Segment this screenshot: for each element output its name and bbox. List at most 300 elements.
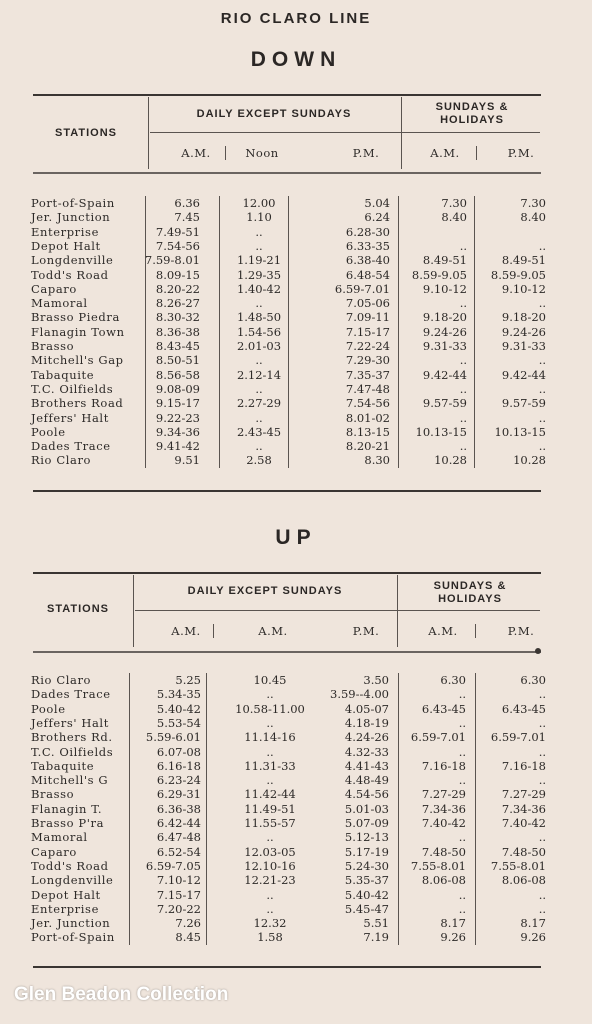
down-top-rule: [33, 94, 541, 96]
table-row: [0, 859, 592, 873]
time-cell: 9.15-17: [155, 396, 200, 411]
time-cell: 7.20-22: [156, 901, 201, 916]
table-row: [0, 325, 592, 339]
time-cell: 9.41-42: [155, 439, 200, 454]
time-cell: 9.26: [440, 930, 466, 945]
time-cell: ..: [266, 830, 274, 845]
time-cell: 6.42-44: [156, 816, 201, 830]
up-top-rule: [33, 572, 541, 574]
up-daily-label: DAILY EXCEPT SUNDAYS: [187, 585, 343, 597]
time-cell: 6.48-54: [345, 267, 390, 282]
time-cell: ..: [458, 715, 466, 730]
time-cell: 9.22-23: [155, 410, 200, 425]
up-col-am-2: A.M.: [258, 624, 288, 638]
time-cell: 6.38-40: [345, 253, 390, 268]
station-name: Poole: [31, 424, 66, 439]
time-cell: 9.34-36: [155, 424, 200, 439]
time-cell: 8.01-02: [345, 410, 390, 425]
time-cell: 7.49-51: [155, 224, 200, 239]
down-header-bottom-rule: [33, 172, 541, 174]
time-cell: 9.18-20: [422, 310, 467, 325]
table-row: [0, 759, 592, 773]
time-cell: ..: [266, 901, 274, 916]
time-cell: 8.26-27: [155, 296, 200, 311]
table-row: [0, 802, 592, 816]
time-cell: 8.49-51: [422, 253, 467, 268]
time-cell: 5.59-6.01: [145, 730, 201, 745]
station-name: T.C. Oilfields: [31, 381, 114, 396]
time-cell: 9.18-20: [501, 310, 546, 325]
time-cell: 8.56-58: [155, 367, 200, 382]
time-cell: 1.29-35: [236, 267, 282, 282]
time-cell: ..: [459, 353, 467, 368]
up-bottom-rule: [33, 966, 541, 968]
table-row: [0, 210, 592, 224]
time-cell: 8.06-08: [501, 873, 546, 888]
collection-watermark: Glen Beadon Collection: [14, 984, 229, 1005]
time-cell: 7.27-29: [421, 787, 466, 802]
up-col-pm: P.M.: [352, 624, 380, 638]
station-name: Port-of-Spain: [31, 930, 115, 945]
time-cell: 12.03-05: [244, 844, 296, 859]
time-cell: 8.36-38: [155, 324, 200, 339]
time-cell: 7.15-17: [345, 324, 390, 339]
time-cell: 2.01-03: [236, 339, 282, 353]
time-cell: 9.24-26: [501, 324, 546, 339]
time-cell: 5.12-13: [344, 830, 389, 845]
station-name: Longdenville: [31, 873, 114, 888]
station-name: Flanagin T.: [31, 801, 103, 816]
time-cell: 8.40: [441, 210, 467, 225]
station-name: Jeffers' Halt: [31, 715, 109, 730]
time-cell: ..: [255, 224, 263, 239]
station-name: Jer. Junction: [31, 210, 111, 225]
time-cell: 6.43-45: [421, 701, 466, 716]
up-stations-label: STATIONS: [47, 603, 109, 615]
time-cell: ..: [538, 353, 546, 368]
time-cell: 6.52-54: [156, 844, 201, 859]
time-cell: 7.22-24: [345, 339, 390, 353]
table-row: [0, 225, 592, 239]
time-cell: 5.04: [364, 196, 390, 210]
time-cell: ..: [538, 744, 546, 759]
station-name: Rio Claro: [31, 673, 92, 687]
station-name: Todd's Road: [31, 267, 109, 282]
station-name: Tabaquite: [31, 758, 95, 773]
time-cell: 7.05-06: [345, 296, 390, 311]
time-cell: 8.13-15: [345, 424, 390, 439]
time-cell: 2.27-29: [236, 396, 282, 411]
station-name: Todd's Road: [31, 858, 109, 873]
time-cell: 2.58: [246, 453, 272, 468]
time-cell: 7.48-50: [421, 844, 466, 859]
table-row: [0, 453, 592, 467]
station-name: Caparo: [31, 844, 77, 859]
time-cell: ..: [538, 439, 546, 454]
table-row: [0, 282, 592, 296]
time-cell: 9.08-09: [155, 381, 200, 396]
time-cell: 10.28: [513, 453, 546, 468]
station-name: Longdenville: [31, 253, 114, 268]
down-col-noon: Noon: [245, 146, 279, 160]
time-cell: 7.34-36: [501, 801, 546, 816]
table-row: [0, 845, 592, 859]
time-cell: 1.10: [246, 210, 272, 225]
station-name: Mitchell's G: [31, 773, 109, 788]
time-cell: 5.53-54: [156, 715, 201, 730]
up-header-bottom-rule: [33, 651, 541, 653]
time-cell: 6.29-31: [156, 787, 201, 802]
time-cell: 6.24: [364, 210, 390, 225]
time-cell: 8.59-9.05: [490, 267, 546, 282]
down-daily-label: DAILY EXCEPT SUNDAYS: [196, 108, 352, 120]
time-cell: 7.54-56: [155, 238, 200, 253]
time-cell: 7.30: [520, 196, 546, 210]
time-cell: 8.30-32: [155, 310, 200, 325]
table-row: [0, 425, 592, 439]
table-row: [0, 888, 592, 902]
table-row: [0, 902, 592, 916]
time-cell: ..: [538, 381, 546, 396]
time-cell: ..: [459, 296, 467, 311]
time-cell: 1.58: [257, 930, 283, 945]
station-name: Mitchell's Gap: [31, 353, 124, 368]
time-cell: 8.20-21: [345, 439, 390, 454]
time-cell: ..: [255, 296, 263, 311]
station-name: Mamoral: [31, 830, 88, 845]
time-cell: 7.16-18: [501, 758, 546, 773]
time-cell: 5.01-03: [344, 801, 389, 816]
down-sundays-label-2: HOLIDAYS: [440, 114, 504, 126]
time-cell: ..: [458, 830, 466, 845]
station-name: Brasso P'ra: [31, 816, 105, 830]
station-name: Brasso: [31, 339, 75, 353]
time-cell: 5.24-30: [344, 858, 389, 873]
station-name: Poole: [31, 701, 66, 716]
time-cell: 5.40-42: [344, 887, 389, 902]
time-cell: 7.47-48: [345, 381, 390, 396]
time-cell: 5.34-35: [156, 687, 201, 702]
line-title: RIO CLARO LINE: [220, 10, 372, 27]
up-header-divider: [133, 575, 134, 647]
time-cell: 7.34-36: [421, 801, 466, 816]
time-cell: ..: [538, 901, 546, 916]
time-cell: 7.10-12: [156, 873, 201, 888]
down-header-divider: [148, 97, 149, 169]
time-cell: 10.45: [253, 673, 287, 687]
station-name: Caparo: [31, 281, 77, 296]
station-name: Port-of-Spain: [31, 196, 115, 210]
table-row: [0, 745, 592, 759]
up-col-divider: [475, 624, 476, 638]
table-row: [0, 382, 592, 396]
time-cell: 6.33-35: [345, 238, 390, 253]
time-cell: 12.32: [253, 916, 287, 931]
time-cell: 8.17: [520, 916, 546, 931]
up-sundays-label-2: HOLIDAYS: [438, 593, 502, 605]
time-cell: 6.23-24: [156, 773, 201, 788]
time-cell: 7.35-37: [345, 367, 390, 382]
table-row: [0, 268, 592, 282]
station-name: Tabaquite: [31, 367, 95, 382]
up-header-divider: [397, 575, 398, 647]
table-row: [0, 687, 592, 701]
down-header-divider: [401, 97, 402, 169]
time-cell: ..: [458, 744, 466, 759]
time-cell: 12.00: [242, 196, 276, 210]
station-name: Dades Trace: [31, 439, 111, 454]
table-row: [0, 196, 592, 210]
time-cell: 7.54-56: [345, 396, 390, 411]
time-cell: 4.24-26: [344, 730, 389, 745]
table-row: [0, 730, 592, 744]
time-cell: 1.19-21: [236, 253, 282, 268]
time-cell: 7.55-8.01: [490, 858, 546, 873]
time-cell: 7.19: [363, 930, 389, 945]
time-cell: 4.41-43: [344, 758, 389, 773]
time-cell: 6.07-08: [156, 744, 201, 759]
time-cell: ..: [459, 410, 467, 425]
up-heading: UP: [275, 526, 317, 549]
time-cell: 7.15-17: [156, 887, 201, 902]
time-cell: 11.42-44: [244, 787, 296, 802]
time-cell: 9.51: [174, 453, 200, 468]
time-cell: ..: [255, 439, 263, 454]
time-cell: 6.36: [174, 196, 200, 210]
table-row: [0, 830, 592, 844]
time-cell: 5.40-42: [156, 701, 201, 716]
time-cell: 6.59-7.01: [334, 281, 390, 296]
up-col-sun-pm: P.M.: [507, 624, 535, 638]
time-cell: ..: [459, 381, 467, 396]
time-cell: 4.48-49: [344, 773, 389, 788]
time-cell: 5.45-47: [344, 901, 389, 916]
time-cell: ..: [458, 887, 466, 902]
time-cell: ..: [538, 410, 546, 425]
time-cell: 8.45: [175, 930, 201, 945]
time-cell: 7.45: [174, 210, 200, 225]
table-row: [0, 773, 592, 787]
table-row: [0, 310, 592, 324]
time-cell: ..: [255, 410, 263, 425]
down-heading: DOWN: [250, 48, 342, 71]
down-col-divider: [476, 146, 477, 160]
time-cell: 4.18-19: [344, 715, 389, 730]
station-name: Enterprise: [31, 224, 99, 239]
time-cell: 8.49-51: [501, 253, 546, 268]
time-cell: 7.55-8.01: [410, 858, 466, 873]
time-cell: ..: [255, 238, 263, 253]
time-cell: 7.16-18: [421, 758, 466, 773]
up-col-divider: [213, 624, 214, 638]
time-cell: 8.40: [520, 210, 546, 225]
station-name: Flanagin Town: [31, 324, 125, 339]
up-sub-rule: [135, 610, 540, 611]
time-cell: 11.55-57: [244, 816, 296, 830]
time-cell: 9.57-59: [501, 396, 546, 411]
time-cell: 6.59-7.01: [410, 730, 466, 745]
time-cell: ..: [266, 773, 274, 788]
time-cell: 6.43-45: [501, 701, 546, 716]
table-row: [0, 339, 592, 353]
time-cell: 10.13-15: [415, 424, 467, 439]
table-row: [0, 916, 592, 930]
time-cell: 12.10-16: [244, 858, 296, 873]
time-cell: 6.59-7.01: [490, 730, 546, 745]
time-cell: ..: [255, 381, 263, 396]
time-cell: 9.31-33: [422, 339, 467, 353]
time-cell: 1.54-56: [236, 324, 282, 339]
time-cell: 7.29-30: [345, 353, 390, 368]
table-row: [0, 353, 592, 367]
time-cell: 11.31-33: [244, 758, 296, 773]
time-cell: ..: [459, 439, 467, 454]
table-row: [0, 930, 592, 944]
time-cell: 10.28: [434, 453, 467, 468]
time-cell: 10.58-11.00: [235, 701, 305, 716]
station-name: Brasso Piedra: [31, 310, 120, 325]
station-name: Depot Halt: [31, 238, 101, 253]
table-row: [0, 787, 592, 801]
time-cell: 9.10-12: [501, 281, 546, 296]
table-row: [0, 368, 592, 382]
station-name: Rio Claro: [31, 453, 92, 468]
table-row: [0, 873, 592, 887]
time-cell: ..: [255, 353, 263, 368]
time-cell: 6.28-30: [345, 224, 390, 239]
time-cell: ..: [266, 687, 274, 702]
time-cell: 9.42-44: [422, 367, 467, 382]
time-cell: 9.10-12: [422, 281, 467, 296]
time-cell: 5.25: [175, 673, 201, 687]
up-sundays-label-1: SUNDAYS &: [433, 580, 507, 592]
up-col-am: A.M.: [171, 624, 201, 638]
time-cell: 4.05-07: [344, 701, 389, 716]
time-cell: 5.35-37: [344, 873, 389, 888]
down-col-pm: P.M.: [352, 146, 380, 160]
time-cell: 9.24-26: [422, 324, 467, 339]
rule-end-dot: [535, 648, 541, 654]
down-col-sun-pm: P.M.: [507, 146, 535, 160]
time-cell: 8.50-51: [155, 353, 200, 368]
time-cell: 6.47-48: [156, 830, 201, 845]
station-name: Brothers Rd.: [31, 730, 113, 745]
time-cell: 11.49-51: [244, 801, 296, 816]
table-row: [0, 239, 592, 253]
time-cell: 7.40-42: [421, 816, 466, 830]
table-row: [0, 296, 592, 310]
time-cell: 8.43-45: [155, 339, 200, 353]
time-cell: 3.50: [363, 673, 389, 687]
time-cell: ..: [538, 296, 546, 311]
time-cell: 8.20-22: [155, 281, 200, 296]
table-row: [0, 673, 592, 687]
time-cell: 7.26: [175, 916, 201, 931]
time-cell: 8.09-15: [155, 267, 200, 282]
time-cell: ..: [538, 238, 546, 253]
time-cell: 1.40-42: [236, 281, 282, 296]
down-bottom-rule: [33, 490, 541, 492]
time-cell: 6.16-18: [156, 758, 201, 773]
time-cell: 5.51: [363, 916, 389, 931]
station-name: T.C. Oilfields: [31, 744, 114, 759]
time-cell: 6.30: [440, 673, 466, 687]
table-row: [0, 411, 592, 425]
time-cell: 7.59-8.01: [144, 253, 200, 268]
time-cell: 2.12-14: [236, 367, 282, 382]
down-col-sun-am: A.M.: [430, 146, 460, 160]
time-cell: 8.30: [364, 453, 390, 468]
time-cell: 7.40-42: [501, 816, 546, 830]
down-col-divider: [225, 146, 226, 160]
time-cell: 10.13-15: [494, 424, 546, 439]
table-row: [0, 396, 592, 410]
time-cell: ..: [458, 901, 466, 916]
time-cell: ..: [266, 887, 274, 902]
station-name: Dades Trace: [31, 687, 111, 702]
table-row: [0, 439, 592, 453]
time-cell: ..: [266, 715, 274, 730]
time-cell: 7.30: [441, 196, 467, 210]
time-cell: 8.59-9.05: [411, 267, 467, 282]
time-cell: 7.27-29: [501, 787, 546, 802]
up-col-sun-am: A.M.: [428, 624, 458, 638]
table-row: [0, 816, 592, 830]
time-cell: ..: [458, 773, 466, 788]
time-cell: 7.48-50: [501, 844, 546, 859]
time-cell: 4.32-33: [344, 744, 389, 759]
time-cell: 9.26: [520, 930, 546, 945]
time-cell: 9.42-44: [501, 367, 546, 382]
time-cell: ..: [538, 830, 546, 845]
station-name: Brothers Road: [31, 396, 124, 411]
time-cell: 7.09-11: [345, 310, 390, 325]
time-cell: 6.59-7.05: [145, 858, 201, 873]
down-stations-label: STATIONS: [55, 127, 117, 139]
table-row: [0, 716, 592, 730]
time-cell: 5.07-09: [344, 816, 389, 830]
time-cell: 5.17-19: [344, 844, 389, 859]
station-name: Jer. Junction: [31, 916, 111, 931]
time-cell: 6.30: [520, 673, 546, 687]
time-cell: 6.36-38: [156, 801, 201, 816]
time-cell: 11.14-16: [244, 730, 296, 745]
table-row: [0, 253, 592, 267]
time-cell: ..: [266, 744, 274, 759]
down-sub-rule: [150, 132, 540, 133]
station-name: Enterprise: [31, 901, 99, 916]
time-cell: 12.21-23: [244, 873, 296, 888]
time-cell: 9.57-59: [422, 396, 467, 411]
time-cell: 3.59--4.00: [330, 687, 389, 702]
time-cell: ..: [538, 687, 546, 702]
time-cell: 1.48-50: [236, 310, 282, 325]
time-cell: ..: [459, 238, 467, 253]
station-name: Depot Halt: [31, 887, 101, 902]
down-sundays-label-1: SUNDAYS &: [435, 101, 509, 113]
time-cell: 4.54-56: [344, 787, 389, 802]
time-cell: ..: [538, 887, 546, 902]
time-cell: ..: [538, 715, 546, 730]
time-cell: 8.17: [440, 916, 466, 931]
time-cell: 2.43-45: [236, 424, 282, 439]
down-col-am: A.M.: [181, 146, 211, 160]
time-cell: ..: [458, 687, 466, 702]
station-name: Mamoral: [31, 296, 88, 311]
time-cell: 9.31-33: [501, 339, 546, 353]
station-name: Brasso: [31, 787, 75, 802]
table-row: [0, 702, 592, 716]
